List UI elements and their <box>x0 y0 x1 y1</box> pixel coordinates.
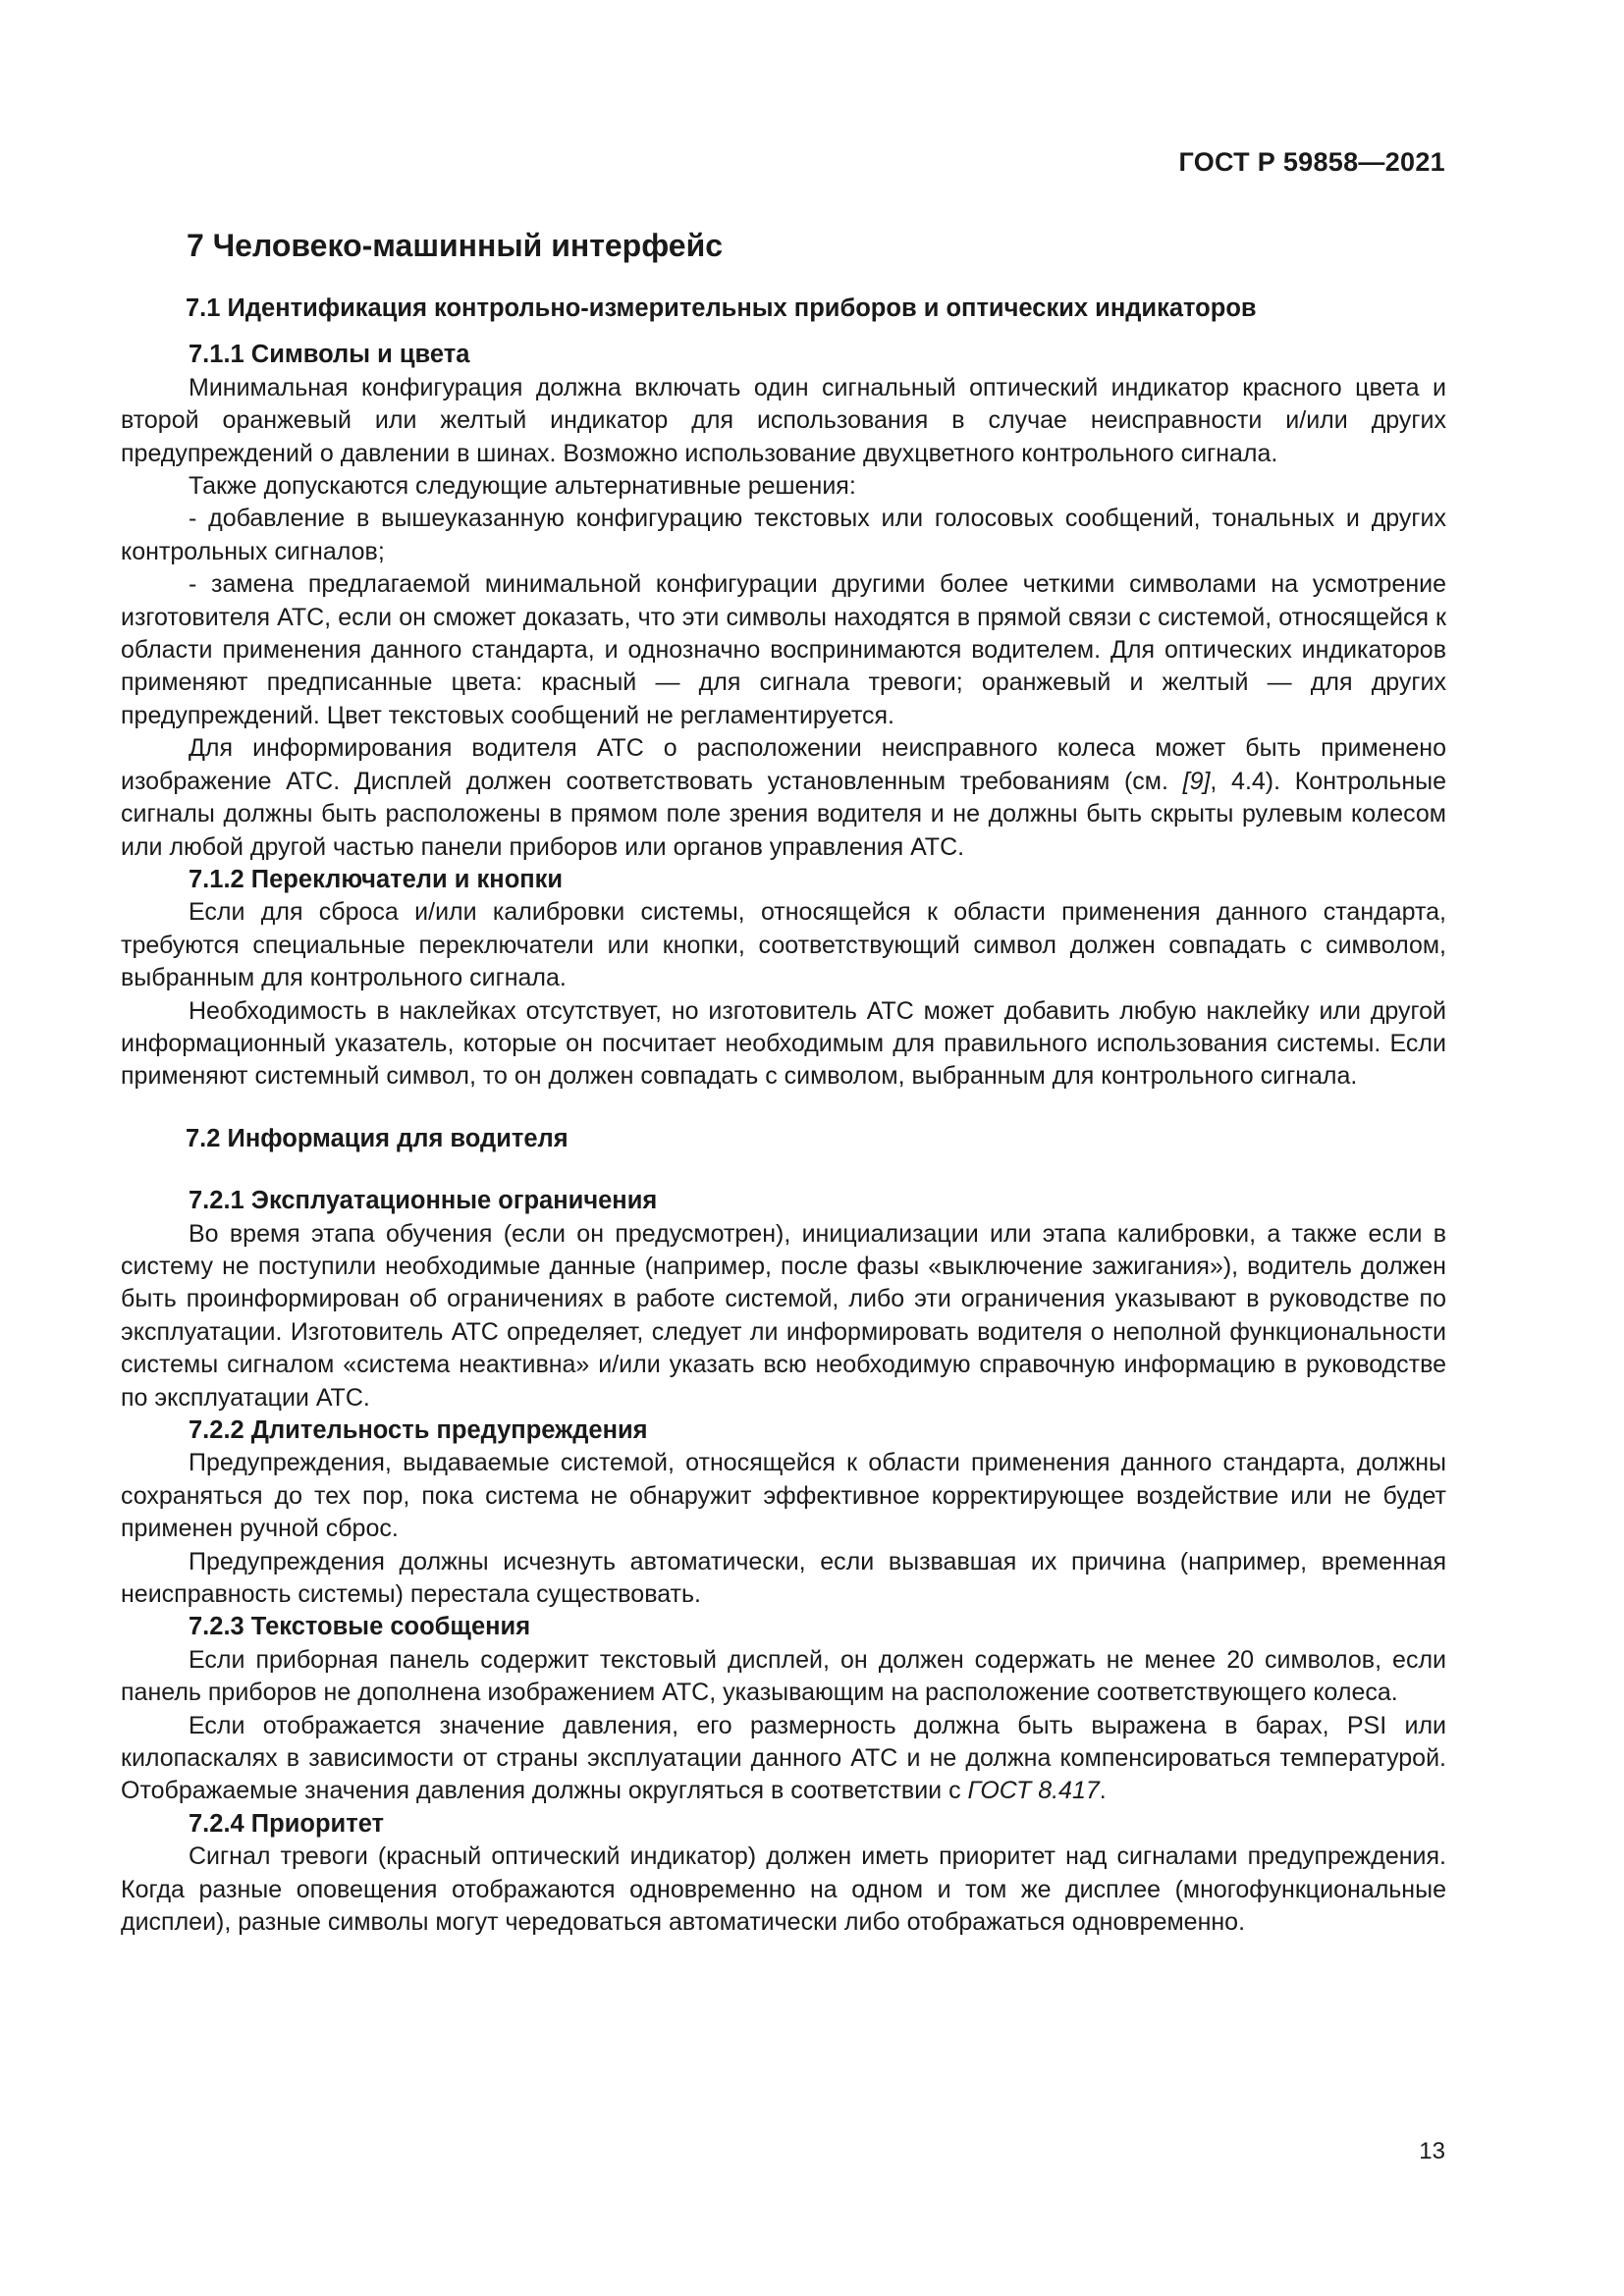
list-item: - добавление в вышеуказанную конфигурацию текстовых или голосовых сообщений, тональных и других контрольных сигналов; <box>121 505 1446 565</box>
paragraph: Минимальная конфигурация должна включать один сигнальный оптический индикатор красного цвета и второй оранжевый или желтый индикатор для использования в случае неисправности и/или других предупреждений о давлении в шинах. Возможно использование двухцветного контрольного сигнала. <box>121 373 1446 467</box>
document-code: ГОСТ Р 59858—2021 <box>1178 147 1445 177</box>
page-content <box>121 226 1446 1940</box>
paragraph: Предупреждения должны исчезнуть автоматически, если вызвавшая их причина (например, временная неисправность системы) перестала существовать. <box>121 1547 1446 1609</box>
paragraph: Сигнал тревоги (красный оптический индикатор) должен иметь приоритет над сигналами предупреждения. Когда разные оповещения отображаются одновременно на одном и том же дисплее (многофункциональные дисплеи), разные символы могут чередоваться автоматически либо отображаться одновременно. <box>121 1842 1446 1937</box>
clause-title-7-2-2: 7.2.2 Длительность предупреждения <box>189 1416 648 1444</box>
paragraph-text: , 4.4). Контрольные сигналы должны быть расположены в прямом поле зрения водителя и не должны быть скрыты рулевым колесом или любой другой частью панели приборов или органов управления АТС. <box>121 767 1446 861</box>
paragraph <box>121 1710 1446 1808</box>
clause-title-7-1-1: 7.1.1 Символы и цвета <box>189 341 470 369</box>
reference-standard: ГОСТ 8.417 <box>967 1777 1100 1805</box>
paragraph-text: Если отображается значение давления, его размерность должна быть выражена в барах, PSI или килопаскалях в зависимости от страны эксплуатации данного АТС и не должна компенсироваться температурой. Отображаемые значения давления должны округляться в соответствии с <box>121 1711 1446 1805</box>
clause-title-7-2-4: 7.2.4 Приоритет <box>189 1809 385 1838</box>
paragraph-text: . <box>1099 1777 1107 1805</box>
paragraph <box>121 732 1446 864</box>
subsection-title-7-2: 7.2 Информация для водителя <box>186 1124 568 1152</box>
paragraph: Если приборная панель содержит текстовый дисплей, он должен содержать не менее 20 символов, если панель приборов не дополнена изображением АТС, указывающим на расположение соответствующего колеса. <box>121 1645 1446 1707</box>
subsection-title-7-1: 7.1 Идентификация контрольно-измерительных приборов и оптических индикаторов <box>186 294 1257 322</box>
clause-title-7-2-1: 7.2.1 Эксплуатационные ограничения <box>189 1187 658 1215</box>
paragraph: Необходимость в наклейках отсутствует, но изготовитель АТС может добавить любую наклейку или другой информационный указатель, которые он посчитает необходимым для правильного использования системы. Если применяют системный символ, то он должен совпадать с символом, выбранным для контрольного сигнала. <box>121 996 1446 1091</box>
clause-title-7-1-2: 7.1.2 Переключатели и кнопки <box>189 865 564 893</box>
paragraph: Предупреждения, выдаваемые системой, относящейся к области применения данного стандарта, должны сохраняться до тех пор, пока система не обнаружит эффективное корректирующее воздействие или не будет применен ручной сброс. <box>121 1449 1446 1543</box>
list-item: - замена предлагаемой минимальной конфигурации другими более четкими символами на усмотрение изготовителя АТС, если он сможет доказать, что эти символы находятся в прямой связи с системой, относящейся к области применения данного стандарта, и однозначно воспринимаются водителем. Для оптических индикаторов применяют предписанные цвета: красный — для сигнала тревоги; оранжевый и желтый — для других предупреждений. Цвет текстовых сообщений не регламентируется. <box>121 570 1446 729</box>
paragraph: Также допускаются следующие альтернативные решения: <box>189 472 856 501</box>
paragraph: Во время этапа обучения (если он предусмотрен), инициализации или этапа калибровки, а также если в систему не поступили необходимые данные (например, после фазы «выключение зажигания»), водитель должен быть проинформирован об ограничениях в работе системой, либо эти ограничения указывают в руководстве по эксплуатации. Изготовитель АТС определяет, следует ли информировать водителя о неполной функциональности системы сигналом «система неактивна» и/или указать всю необходимую справочную информацию в руководстве по эксплуатации АТС. <box>121 1219 1446 1412</box>
section-title: 7 Человеко-машинный интерфейс <box>187 228 724 263</box>
reference-link: [9] <box>1182 767 1211 795</box>
paragraph-text: Для информирования водителя АТС о расположении неисправного колеса может быть применено изображение АТС. Дисплей должен соответствовать установленным требованиям (см. <box>121 734 1446 795</box>
clause-title-7-2-3: 7.2.3 Текстовые сообщения <box>189 1613 531 1641</box>
page-number: 13 <box>1419 2138 1445 2164</box>
paragraph: Если для сброса и/или калибровки системы, относящейся к области применения данного стандарта, требуются специальные переключатели или кнопки, соответствующий символ должен совпадать с символом, выбранным для контрольного сигнала. <box>121 898 1446 992</box>
